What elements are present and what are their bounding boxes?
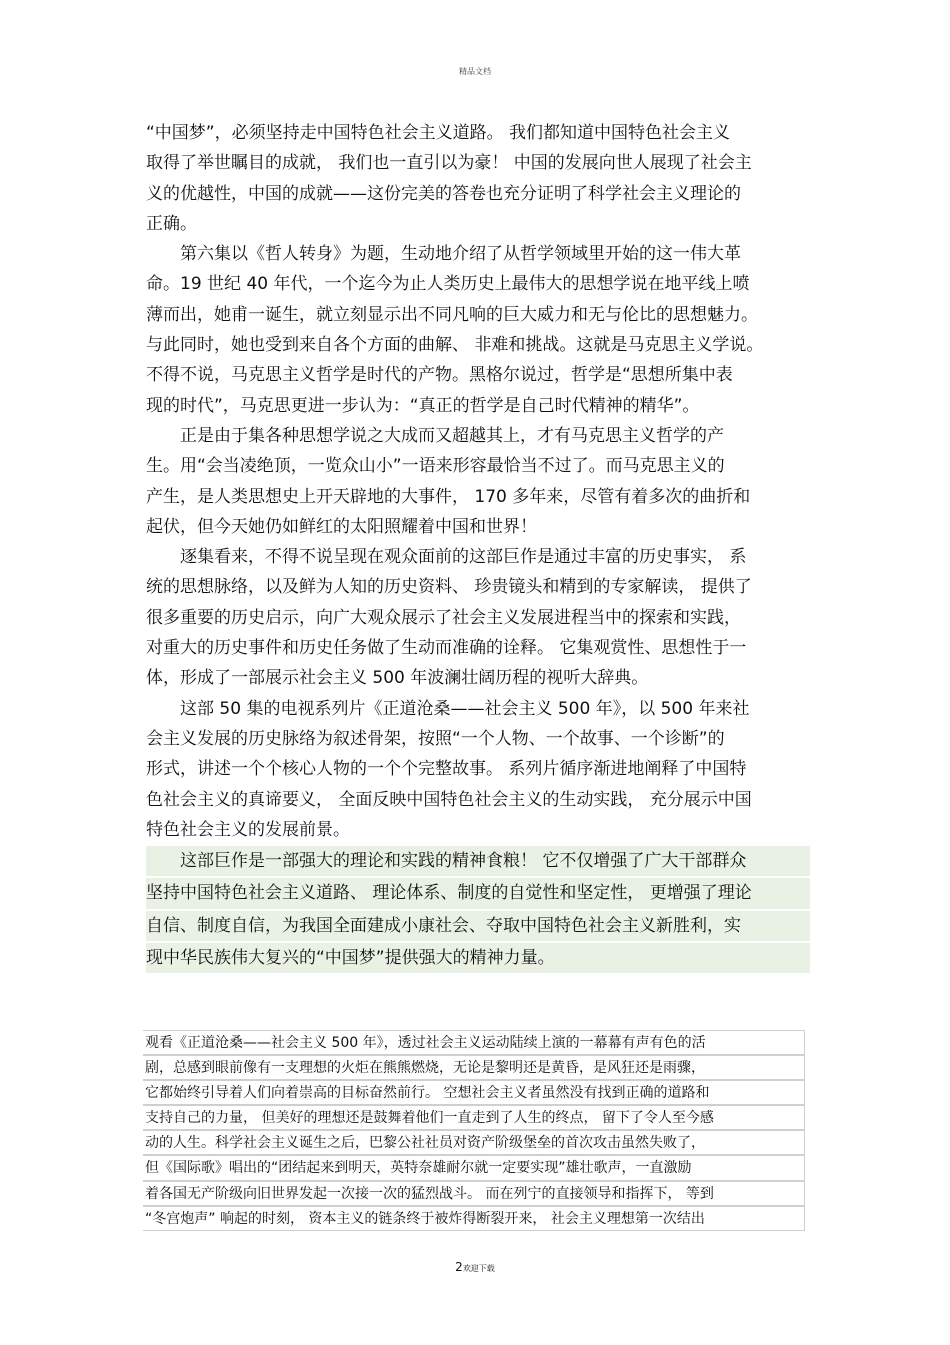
text-line: 这部巨作是一部强大的理论和实践的精神食粮！ 它不仅增强了广大干部群众: [146, 845, 810, 877]
text-line: 薄而出，她甫一诞生，就立刻显示出不同凡响的巨大威力和无与伦比的思想魅力。: [146, 304, 758, 325]
text-line: 命。19 世纪 40 年代，一个迄今为止人类历史上最伟大的思想学说在地平线上喷: [146, 274, 750, 295]
text-line: 动的人生。科学社会主义诞生之后，巴黎公社社员对资产阶级堡垒的首次攻击虽然失败了，: [143, 1130, 805, 1155]
highlighted-paragraph: [142, 845, 810, 974]
text-line: 观看《正道沧桑——社会主义 500 年》，透过社会主义运动陆续上演的一幕幕有声有色的活: [143, 1030, 805, 1055]
text-line: 起伏，但今天她仍如鲜红的太阳照耀着中国和世界！: [146, 516, 537, 537]
footer-label: 欢迎下载: [462, 1264, 495, 1273]
text-line: 第六集以《哲人转身》为题，生动地介绍了从哲学领域里开始的这一伟大革: [146, 244, 741, 265]
text-line: 坚持中国特色社会主义道路、 理论体系、制度的自觉性和坚定性， 更增强了理论: [146, 877, 810, 909]
text-line: 色社会主义的真谛要义， 全面反映中国特色社会主义的生动实践， 充分展示中国: [146, 789, 752, 810]
text-line: 对重大的历史事件和历史任务做了生动而准确的诠释。 它集观赏性、思想性于一: [146, 638, 747, 659]
text-line: 剧，总感到眼前像有一支理想的火炬在熊熊燃烧，无论是黎明还是黄昏，是风狂还是雨骤，: [143, 1055, 805, 1080]
page-number: 2: [455, 1260, 463, 1274]
page-footer: [0, 1260, 950, 1274]
body-paragraphs: [146, 118, 806, 845]
text-line: “冬宫炮声” 响起的时刻， 资本主义的链条终于被炸得断裂开来， 社会主义理想第一次结出: [143, 1206, 805, 1231]
text-line: 现中华民族伟大复兴的“中国梦”提供强大的精神力量。: [146, 942, 810, 974]
text-line: 不得不说，马克思主义哲学是时代的产物。黑格尔说过，哲学是“思想所集中表: [146, 365, 733, 386]
text-line: 很多重要的历史启示，向广大观众展示了社会主义发展进程当中的探索和实践，: [146, 607, 741, 628]
text-line: 义的优越性，中国的成就——这份完美的答卷也充分证明了科学社会主义理论的: [146, 183, 741, 204]
bordered-text-block: [143, 1030, 805, 1231]
text-line: 产生，是人类思想史上开天辟地的大事件， 170 多年来，尽管有着多次的曲折和: [146, 486, 751, 507]
text-line: 统的思想脉络，以及鲜为人知的历史资料、 珍贵镜头和精到的专家解读， 提供了: [146, 577, 752, 598]
text-line: 体，形成了一部展示社会主义 500 年波澜壮阔历程的视听大辞典。: [146, 668, 649, 689]
text-line: 形式，讲述一个个核心人物的一个个完整故事。 系列片循序渐进地阐释了中国特: [146, 759, 747, 780]
main-text-block: [146, 118, 806, 974]
text-line: 特色社会主义的发展前景。: [146, 819, 350, 840]
text-line: 正是由于集各种思想学说之大成而又超越其上，才有马克思主义哲学的产: [146, 425, 724, 446]
text-line: 现的时代”，马克思更进一步认为：“真正的哲学是自己时代精神的精华”。: [146, 395, 700, 416]
text-line: 取得了举世瞩目的成就， 我们也一直引以为豪！ 中国的发展向世人展现了社会主: [146, 153, 752, 174]
text-line: 正确。: [146, 213, 197, 234]
text-line: 支持自己的力量， 但美好的理想还是鼓舞着他们一直走到了人生的终点， 留下了令人至今感: [143, 1105, 805, 1130]
text-line: 这部 50 集的电视系列片《正道沧桑——社会主义 500 年》，以 500 年来社: [146, 698, 750, 719]
text-line: 逐集看来，不得不说呈现在观众面前的这部巨作是通过丰富的历史事实， 系: [146, 547, 747, 568]
text-line: 会主义发展的历史脉络为叙述骨架，按照“一个人物、一个故事、一个诊断”的: [146, 728, 725, 749]
text-line: 但《国际歌》唱出的“团结起来到明天，英特奈雄耐尔就一定要实现”雄壮歌声，一直激励: [143, 1155, 805, 1180]
text-line: 自信、制度自信，为我国全面建成小康社会、夺取中国特色社会主义新胜利，实: [146, 910, 810, 942]
text-line: 与此同时，她也受到来自各个方面的曲解、 非难和挑战。这就是马克思主义学说。: [146, 335, 764, 356]
text-line: 它都始终引导着人们向着崇高的目标奋然前行。 空想社会主义者虽然没有找到正确的道路和: [143, 1080, 805, 1105]
text-line: 着各国无产阶级向旧世界发起一次接一次的猛烈战斗。 而在列宁的直接领导和指挥下， 等到: [143, 1181, 805, 1206]
page-header: 精品文档: [459, 67, 491, 76]
text-line: 生。用“会当凌绝顶，一览众山小”一语来形容最恰当不过了。而马克思主义的: [146, 456, 725, 477]
text-line: “中国梦”，必须坚持走中国特色社会主义道路。 我们都知道中国特色社会主义: [146, 123, 731, 143]
